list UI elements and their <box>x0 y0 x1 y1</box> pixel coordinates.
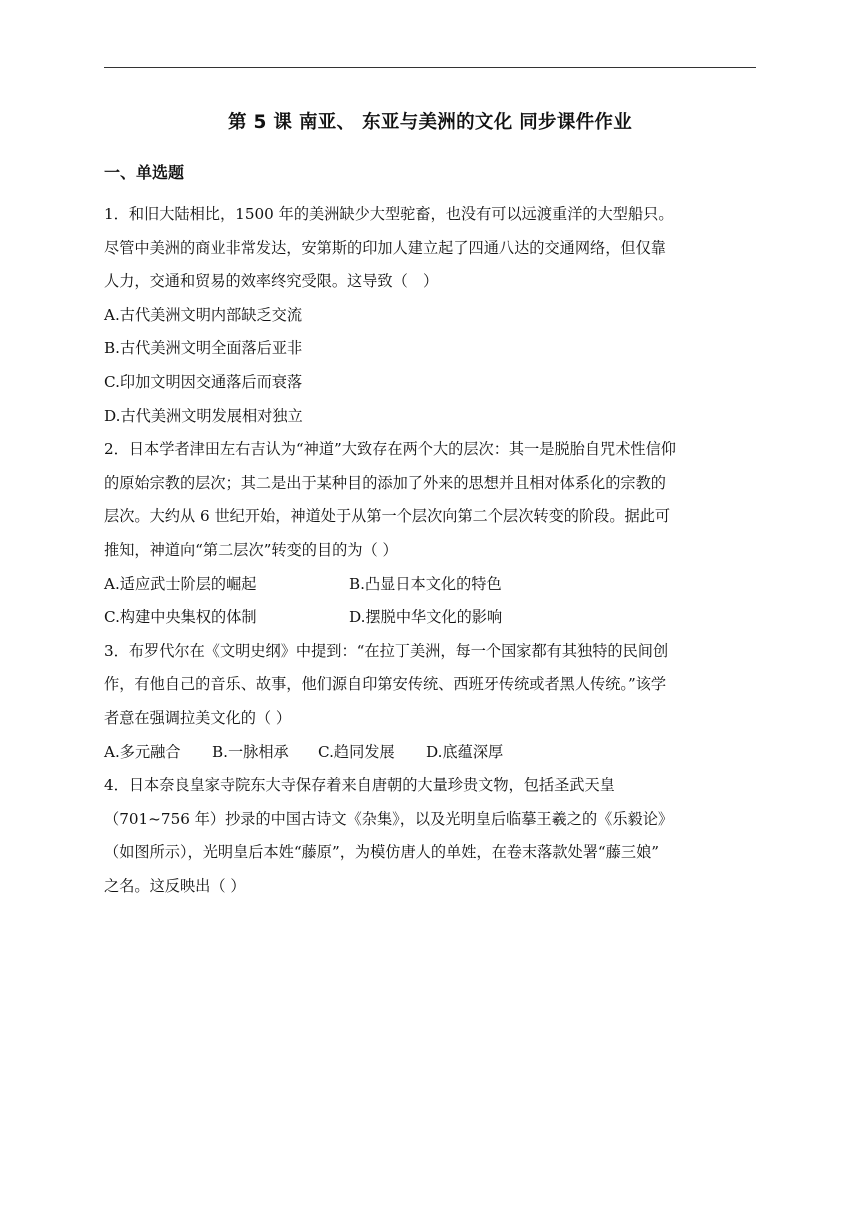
option-b: B.凸显日本文化的特色 <box>349 574 502 593</box>
question-stem-line: 1．和旧大陆相比，1500 年的美洲缺少大型驼畜，也没有可以远渡重洋的大型船只。 <box>104 205 674 223</box>
option-row <box>104 568 756 602</box>
option-b: B.一脉相承 <box>212 742 289 761</box>
header-rule <box>104 67 756 68</box>
option-row <box>104 736 756 770</box>
question-stem-line: 4．日本奈良皇家寺院东大寺保存着来自唐朝的大量珍贵文物，包括圣武天皇 <box>104 776 615 795</box>
option-c: C.印加文明因交通落后而衰落 <box>104 372 303 391</box>
question-stem-line: 者意在强调拉美文化的（ ） <box>104 708 292 727</box>
option-a: A.适应武士阶层的崛起 <box>104 574 257 593</box>
question-stem-line: 尽管中美洲的商业非常发达，安第斯的印加人建立起了四通八达的交通网络，但仅靠 <box>104 238 666 257</box>
question-stem-line: 层次。大约从 6 世纪开始，神道处于从第一个层次向第二个层次转变的阶段。据此可 <box>104 507 671 526</box>
question-stem-line: 人力，交通和贸易的效率终究受限。这导致（ ） <box>104 272 439 291</box>
question-stem-line: 之名。这反映出（ ） <box>104 876 246 895</box>
option-c: C.趋同发展 <box>318 742 395 761</box>
option-a: A.多元融合 <box>104 742 181 761</box>
question-stem-line: 作，有他自己的音乐、故事，他们源自印第安传统、西班牙传统或者黑人传统。”该学 <box>104 675 667 694</box>
question-stem-line: 2．日本学者津田左右吉认为“神道”大致存在两个大的层次：其一是脱胎自咒术性信仰 <box>104 440 676 459</box>
option-d: D.底蕴深厚 <box>426 742 504 761</box>
question-stem-line: 推知，神道向“第二层次”转变的目的为（ ） <box>104 540 398 559</box>
question-stem-line: 的原始宗教的层次；其二是出于某种目的添加了外来的思想并且相对体系化的宗教的 <box>104 473 666 492</box>
option-b: B.古代美洲文明全面落后亚非 <box>104 339 303 358</box>
question-list <box>104 198 756 903</box>
section-heading: 一、单选题 <box>104 163 185 182</box>
option-row <box>104 601 756 635</box>
option-a: A.古代美洲文明内部缺乏交流 <box>104 305 303 324</box>
question-stem-line: （701~756 年）抄录的中国古诗文《杂集》，以及光明皇后临摹王羲之的《乐毅论》 <box>104 809 674 828</box>
question-1 <box>104 198 756 433</box>
option-d: D.摆脱中华文化的影响 <box>349 608 503 627</box>
question-3 <box>104 635 756 769</box>
question-stem-line: 3．布罗代尔在《文明史纲》中提到：“在拉丁美洲，每一个国家都有其独特的民间创 <box>104 641 669 660</box>
question-2 <box>104 433 756 635</box>
option-c: C.构建中央集权的体制 <box>104 608 257 627</box>
document-title: 第 5 课 南亚、 东亚与美洲的文化 同步课件作业 <box>227 112 633 133</box>
option-d: D.古代美洲文明发展相对独立 <box>104 406 303 425</box>
question-4 <box>104 769 756 903</box>
question-stem-line: （如图所示），光明皇后本姓“藤原”，为模仿唐人的单姓，在卷末落款处署“藤三娘” <box>104 843 660 862</box>
